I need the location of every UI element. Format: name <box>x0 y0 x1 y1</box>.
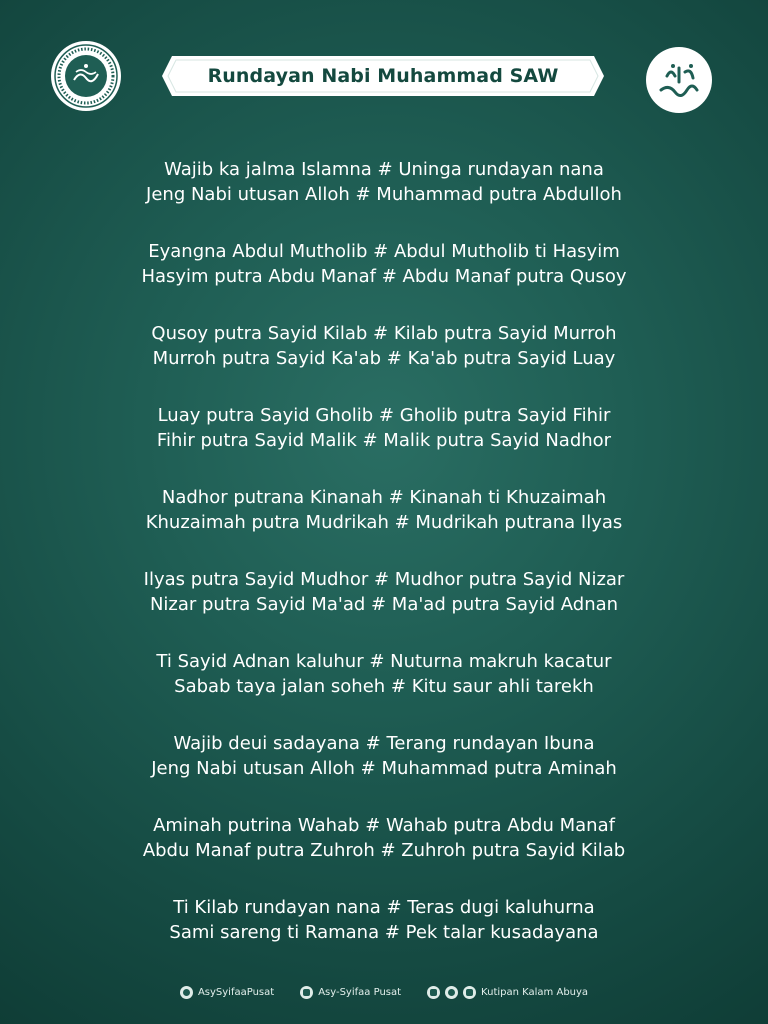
footer-facebook <box>300 986 401 999</box>
stanza <box>0 813 768 863</box>
verse-line: Khuzaimah putra Mudrikah # Mudrikah putrana Ilyas <box>145 512 623 533</box>
verse-line: Sabab taya jalan soheh # Kitu saur ahli tarekh <box>174 676 594 697</box>
verse-line: Aminah putrina Wahab # Wahab putra Abdu Manaf <box>153 815 615 836</box>
verse-line: Fihir putra Sayid Malik # Malik putra Sayid Nadhor <box>156 430 612 451</box>
facebook-icon <box>300 986 313 999</box>
title-banner <box>160 54 606 98</box>
instagram-icon <box>180 986 193 999</box>
stanza <box>0 403 768 453</box>
verse-line: Jeng Nabi utusan Alloh # Muhammad putra Abdulloh <box>146 184 622 205</box>
verse-line: Ti Kilab rundayan nana # Teras dugi kaluhurna <box>173 897 595 918</box>
footer-instagram <box>180 986 274 999</box>
footer-label: Kutipan Kalam Abuya <box>481 986 589 998</box>
verse-line: Luay putra Sayid Gholib # Gholib putra Sayid Fihir <box>157 405 611 426</box>
footer-youtube-telegram <box>427 986 588 999</box>
verses-list <box>0 157 768 977</box>
stanza <box>0 485 768 535</box>
footer-label: Asy-Syifaa Pusat <box>318 986 402 998</box>
facebook-icon <box>463 986 476 999</box>
stanza <box>0 321 768 371</box>
verse-line: Ti Sayid Adnan kaluhur # Nuturna makruh kacatur <box>156 651 612 672</box>
verse-line: Qusoy putra Sayid Kilab # Kilab putra Sayid Murroh <box>151 323 617 344</box>
stanza <box>0 895 768 945</box>
arabic-calligraphy-logo-icon <box>645 46 713 114</box>
stanza <box>0 649 768 699</box>
footer-label: AsySyifaaPusat <box>197 986 275 998</box>
page-title: Rundayan Nabi Muhammad SAW <box>207 65 559 87</box>
telegram-icon <box>445 986 458 999</box>
stanza <box>0 567 768 617</box>
verse-line: Ilyas putra Sayid Mudhor # Mudhor putra Sayid Nizar <box>143 569 625 590</box>
verse-line: Murroh putra Sayid Ka'ab # Ka'ab putra Sayid Luay <box>152 348 616 369</box>
verse-line: Wajib deui sadayana # Terang rundayan Ibuna <box>173 733 595 754</box>
stanza <box>0 157 768 207</box>
circular-seal-logo-icon <box>50 40 122 112</box>
verse-line: Wajib ka jalma Islamna # Uninga rundayan nana <box>164 159 604 180</box>
verse-line: Nizar putra Sayid Ma'ad # Ma'ad putra Sayid Adnan <box>149 594 619 615</box>
stanza <box>0 731 768 781</box>
verse-line: Hasyim putra Abdu Manaf # Abdu Manaf putra Qusoy <box>141 266 627 287</box>
verse-line: Nadhor putrana Kinanah # Kinanah ti Khuzaimah <box>161 487 607 508</box>
stanza <box>0 239 768 289</box>
social-footer <box>0 981 768 1003</box>
verse-line: Sami sareng ti Ramana # Pek talar kusadayana <box>169 922 599 943</box>
verse-line: Abdu Manaf putra Zuhroh # Zuhroh putra Sayid Kilab <box>142 840 626 861</box>
verse-line: Jeng Nabi utusan Alloh # Muhammad putra Aminah <box>151 758 617 779</box>
verse-line: Eyangna Abdul Mutholib # Abdul Mutholib ti Hasyim <box>148 241 620 262</box>
youtube-icon <box>427 986 440 999</box>
